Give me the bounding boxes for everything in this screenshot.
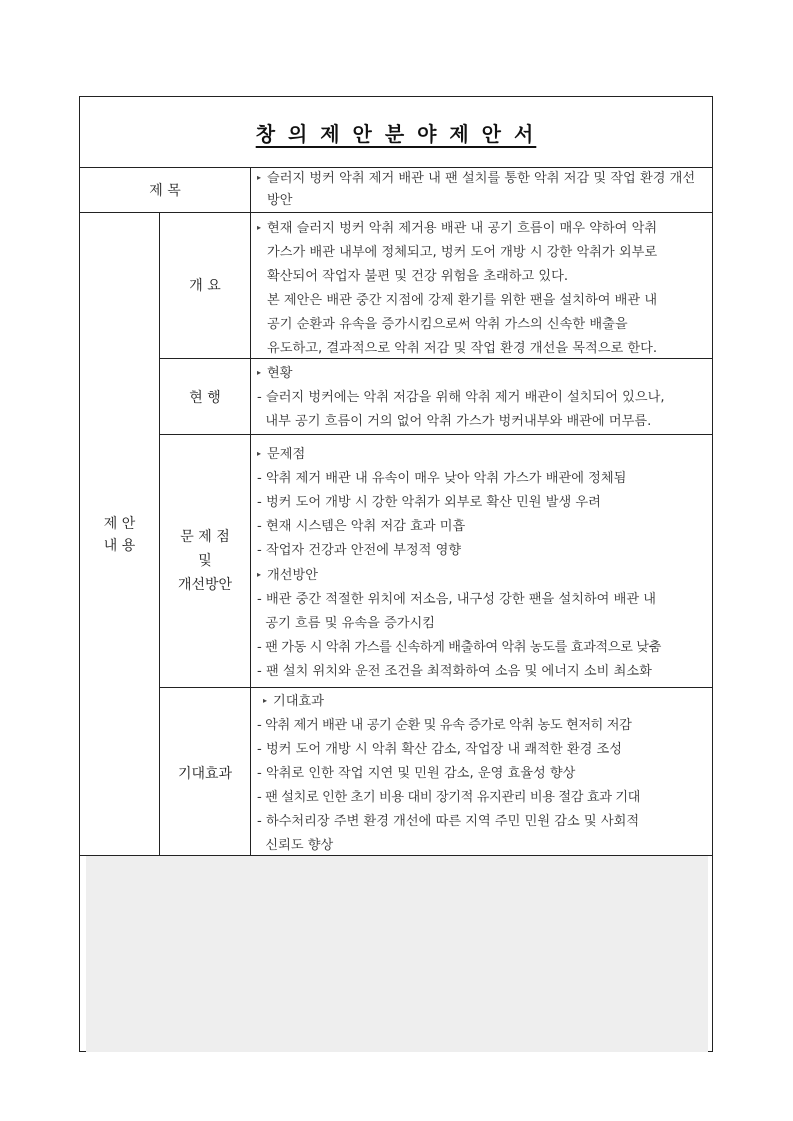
title-row [80, 97, 712, 168]
problems-text [257, 442, 661, 684]
current-text [257, 361, 665, 434]
problem-line: - 악취 제거 배관 내 유속이 매우 낮아 악취 가스가 배관에 정체됨 [257, 471, 627, 486]
current-heading-text: 현황 [267, 366, 293, 381]
subject-line: 방안 [267, 193, 293, 208]
proposal-label-line: 내 용 [103, 537, 136, 554]
effects-text [257, 689, 640, 858]
subject-row [80, 167, 712, 213]
proposal-label-line: 제 안 [103, 515, 136, 532]
bullet-icon: ▸ [263, 696, 268, 705]
overview-line-text: 현재 슬러지 벙커 악취 제거용 배관 내 공기 흐름이 매우 약하여 악취 [267, 221, 658, 236]
overview-line: 확산되어 작업자 불편 및 건강 위험을 초래하고 있다. [267, 269, 569, 284]
overview-label: 개 요 [189, 278, 221, 294]
improvement-line: - 팬 설치 위치와 운전 조건을 최적화하여 소음 및 에너지 소비 최소화 [257, 664, 652, 679]
subject-text [257, 167, 695, 212]
bullet-icon: ▸ [257, 449, 262, 458]
current-heading [257, 361, 665, 386]
problem-heading-text: 문제점 [267, 447, 306, 462]
frame-left-line [79, 856, 80, 1052]
proposal-content-label [80, 212, 159, 857]
effects-line: - 악취로 인한 작업 지연 및 민원 감소, 운영 효율성 향상 [257, 766, 576, 781]
problem-line: - 작업자 건강과 안전에 부정적 영향 [257, 543, 462, 558]
frame-right-line [712, 856, 713, 1052]
problems-label-line: 및 [198, 553, 212, 569]
bullet-icon: ▸ [257, 223, 262, 232]
overview-line: 본 제안은 배관 중간 지점에 강제 환기를 위한 팬을 설치하여 배관 내 [267, 293, 658, 308]
improvement-line: - 팬 가동 시 악취 가스를 신속하게 배출하여 악취 농도를 효과적으로 낮춤 [257, 640, 661, 655]
effects-line: - 벙커 도어 개방 시 악취 확산 감소, 작업장 내 쾌적한 환경 조성 [257, 742, 622, 757]
proposal-form [79, 96, 713, 856]
problems-label-line: 개선방안 [177, 577, 233, 593]
overview-text [257, 216, 657, 361]
problem-line: - 벙커 도어 개방 시 강한 악취가 외부로 확산 민원 발생 우려 [257, 495, 601, 510]
effects-line: - 팬 설치로 인한 초기 비용 대비 장기적 유지관리 비용 절감 효과 기대 [257, 790, 641, 805]
effects-line: 신뢰도 향상 [257, 838, 334, 853]
overview-line [257, 216, 657, 241]
current-label: 현 행 [189, 389, 221, 406]
divider [250, 167, 251, 212]
subject-line [257, 167, 695, 190]
bullet-icon: ▸ [257, 368, 262, 377]
overview-line: 가스가 배관 내부에 정체되고, 벙커 도어 개방 시 강한 악취가 외부로 [267, 245, 658, 260]
improvement-line: 공기 흐름 및 유속을 증가시킴 [257, 616, 436, 631]
redacted-area [86, 856, 708, 1052]
effects-line: - 악취 제거 배관 내 공기 순환 및 유속 증가로 악취 농도 현저히 저감 [257, 718, 632, 733]
problem-heading [257, 442, 661, 467]
improvement-heading [257, 563, 661, 588]
bullet-icon: ▸ [257, 570, 262, 579]
document-title: 창 의 제 안 분 야 제 안 서 [255, 121, 537, 146]
effects-label: 기대효과 [177, 765, 233, 782]
effects-line: - 하수처리장 주변 환경 개선에 따른 지역 주민 민원 감소 및 사회적 [257, 814, 640, 829]
problems-label-line: 문 제 점 [180, 529, 230, 545]
overview-line: 유도하고, 결과적으로 악취 저감 및 작업 환경 개선을 목적으로 한다. [267, 341, 658, 356]
problem-line: - 현재 시스템은 악취 저감 효과 미흡 [257, 519, 466, 534]
subject-label: 제 목 [149, 182, 181, 199]
improvement-line: - 배관 중간 적절한 위치에 저소음, 내구성 강한 팬을 설치하여 배관 내 [257, 592, 657, 607]
subject-line-text: 슬러지 벙커 악취 제거 배관 내 팬 설치를 통한 악취 저감 및 작업 환경 개선 [267, 171, 696, 186]
divider [250, 212, 251, 857]
overview-line: 공기 순환과 유속을 증가시킴으로써 악취 가스의 신속한 배출을 [267, 317, 628, 332]
current-line: - 슬러지 벙커에는 악취 저감을 위해 악취 제거 배관이 설치되어 있으나, [257, 390, 665, 405]
effects-heading-text: 기대효과 [273, 694, 324, 709]
problems-label [160, 435, 250, 687]
bullet-icon: ▸ [257, 173, 262, 182]
effects-heading [257, 689, 640, 714]
improvement-heading-text: 개선방안 [267, 568, 318, 583]
current-line: 내부 공기 흐름이 거의 없어 악취 가스가 벙커내부와 배관에 머무름. [257, 414, 652, 429]
